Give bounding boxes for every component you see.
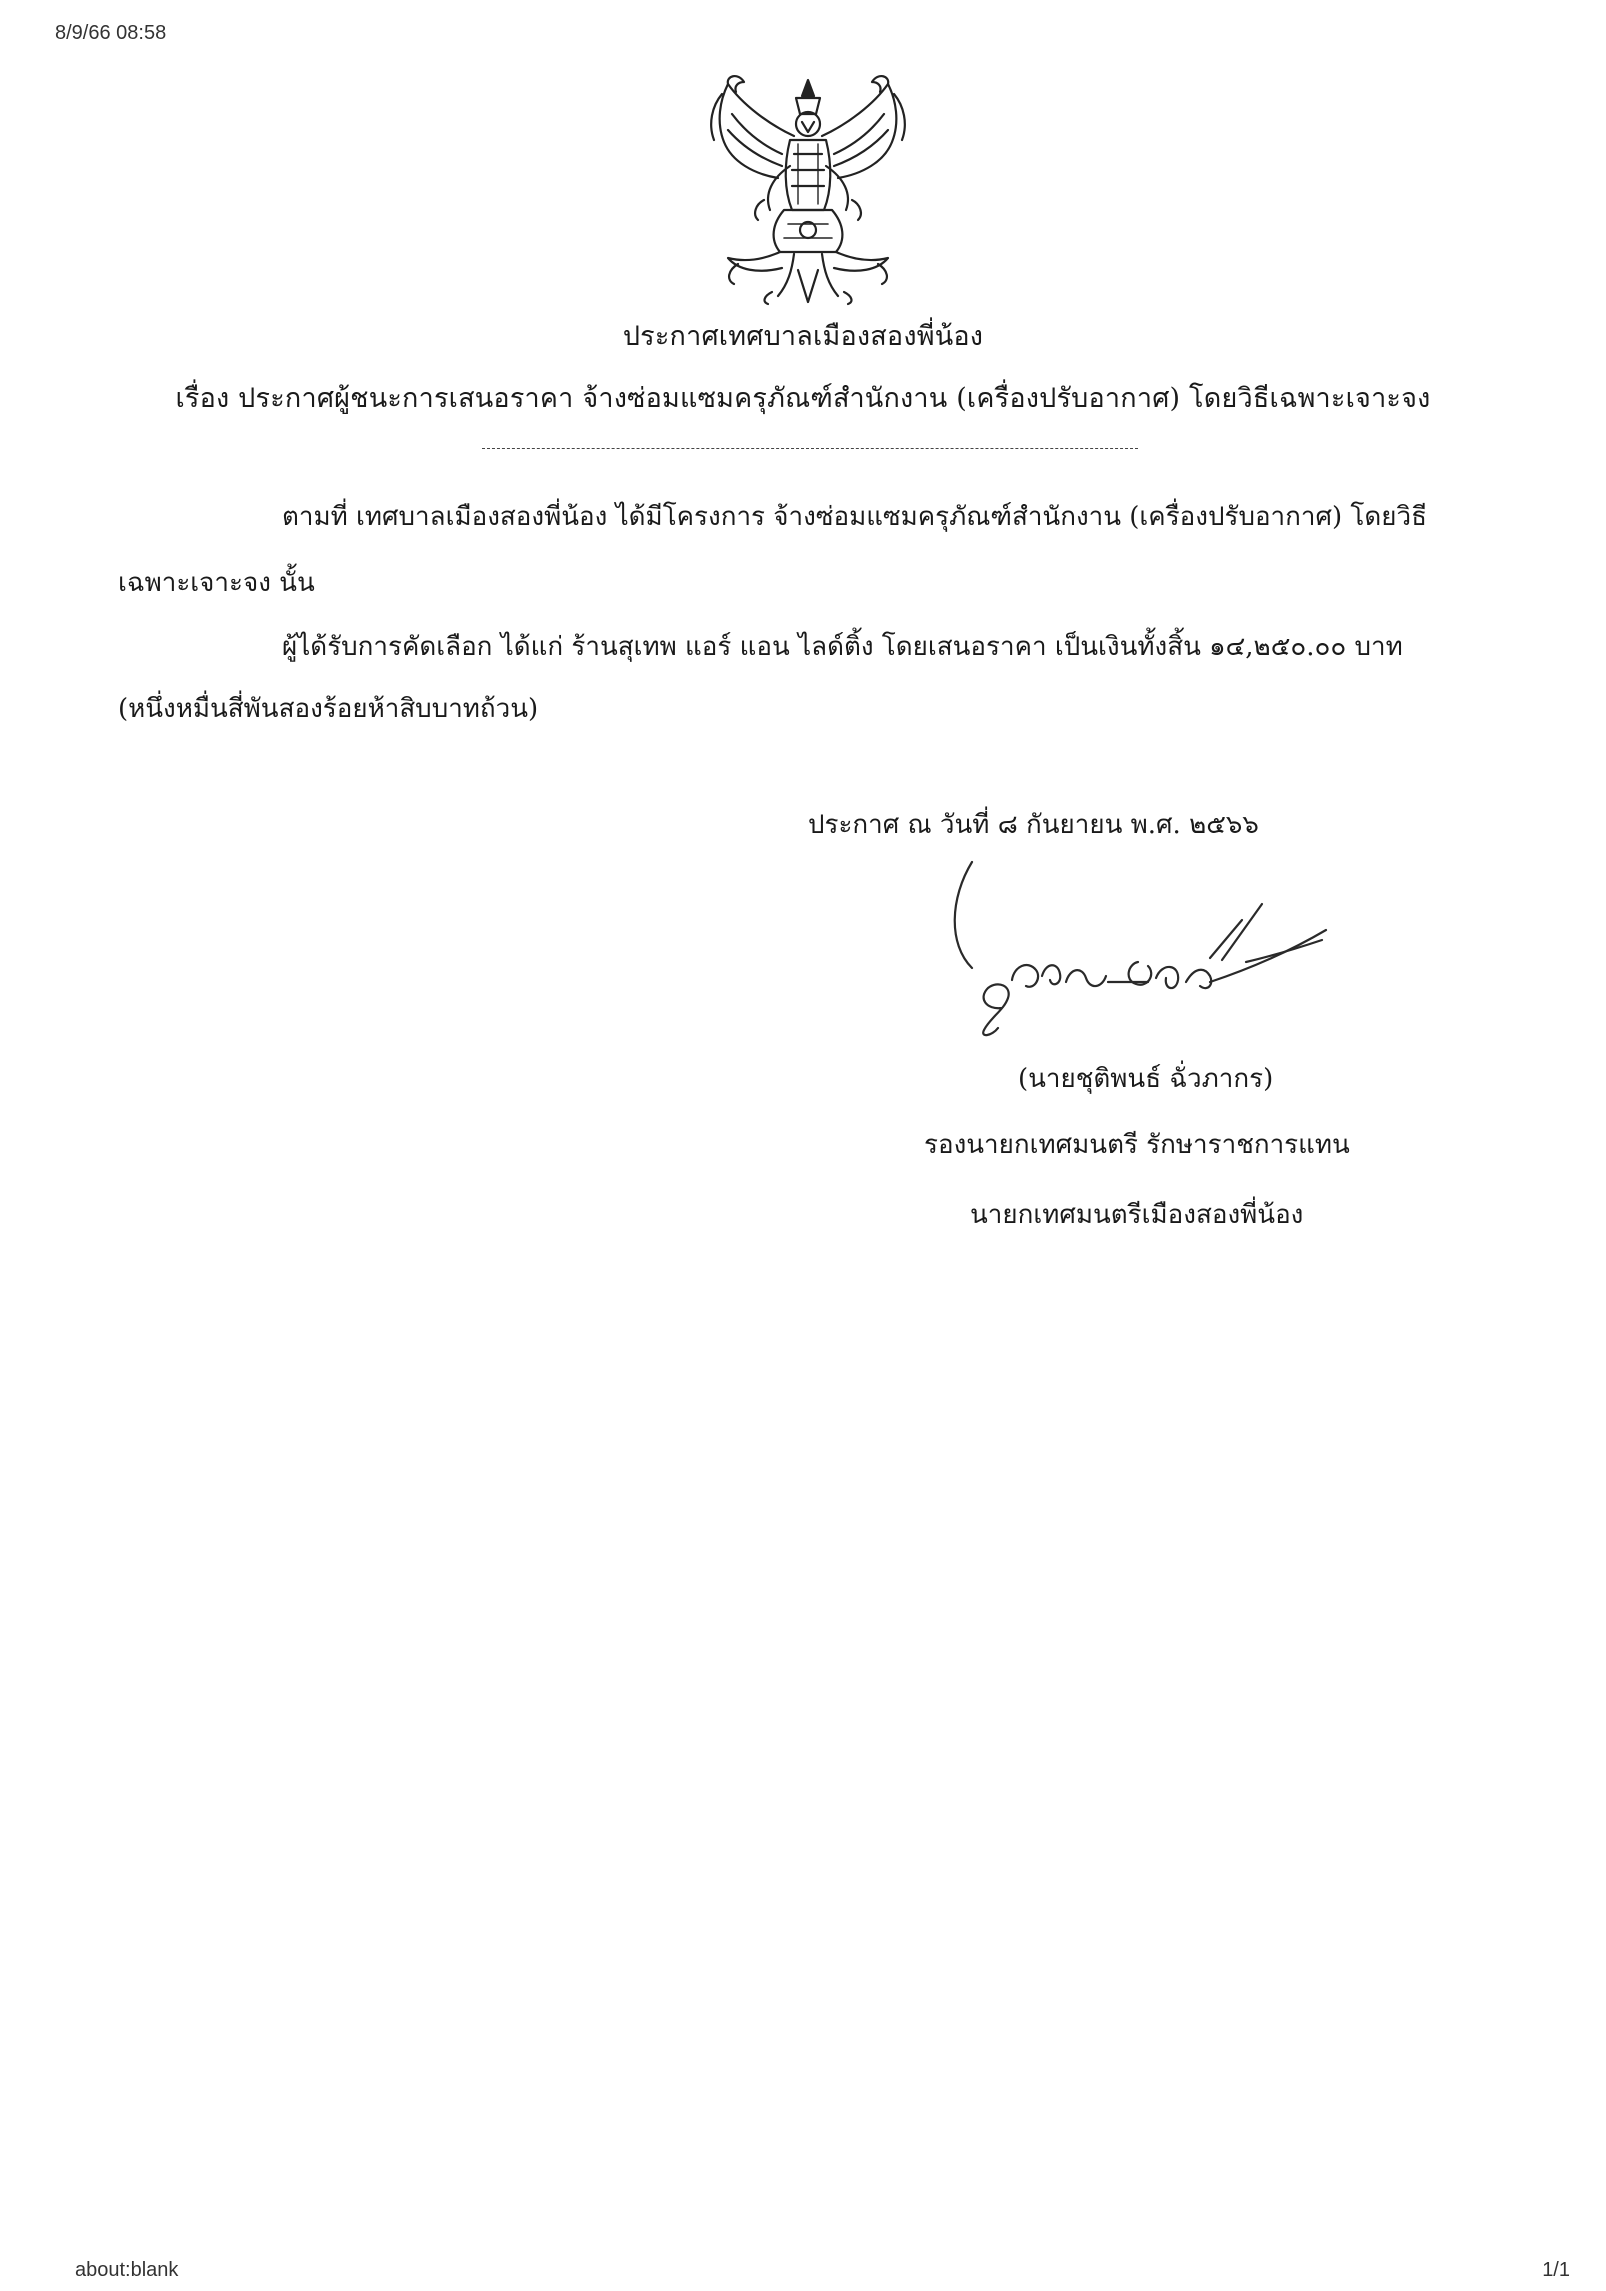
paragraph-2-line-1: ผู้ได้รับการคัดเลือก ได้แก่ ร้านสุเทพ แอร์ แอน ไลด์ติ้ง โดยเสนอราคา เป็นเงินทั้งสิ้น ๑๔,๒๕๐.๐๐ บาท	[282, 632, 1403, 662]
print-footer-page: 1/1	[1542, 2259, 1570, 2281]
announcement-date: ประกาศ ณ วันที่ ๘ กันยายน พ.ศ. ๒๕๖๖	[808, 810, 1259, 840]
paragraph-1-line-2: เฉพาะเจาะจง นั้น	[118, 568, 315, 598]
divider	[482, 448, 1138, 449]
print-footer-url: about:blank	[75, 2259, 179, 2281]
garuda-emblem-icon	[698, 74, 918, 306]
signatory-position-line-1: รองนายกเทศมนตรี รักษาราชการแทน	[924, 1130, 1350, 1160]
announcement-subject: เรื่อง ประกาศผู้ชนะการเสนอราคา จ้างซ่อมแซมครุภัณฑ์สำนักงาน (เครื่องปรับอากาศ) โดยวิธีเฉพาะเจาะจง	[175, 383, 1431, 414]
paragraph-1-line-1: ตามที่ เทศบาลเมืองสองพี่น้อง ได้มีโครงการ จ้างซ่อมแซมครุภัณฑ์สำนักงาน (เครื่องปรับอากาศ) โดยวิธี	[282, 502, 1427, 532]
signatory-name: (นายชุติพนธ์ ฉั่วภากร)	[1018, 1064, 1274, 1094]
paragraph-2-line-2: (หนึ่งหมื่นสี่พันสองร้อยห้าสิบบาทถ้วน)	[118, 694, 539, 724]
signatory-position-line-2: นายกเทศมนตรีเมืองสองพี่น้อง	[970, 1200, 1304, 1230]
print-datetime: 8/9/66 08:58	[55, 22, 167, 44]
announcement-title: ประกาศเทศบาลเมืองสองพี่น้อง	[622, 321, 984, 352]
handwritten-signature-icon	[942, 858, 1382, 1038]
